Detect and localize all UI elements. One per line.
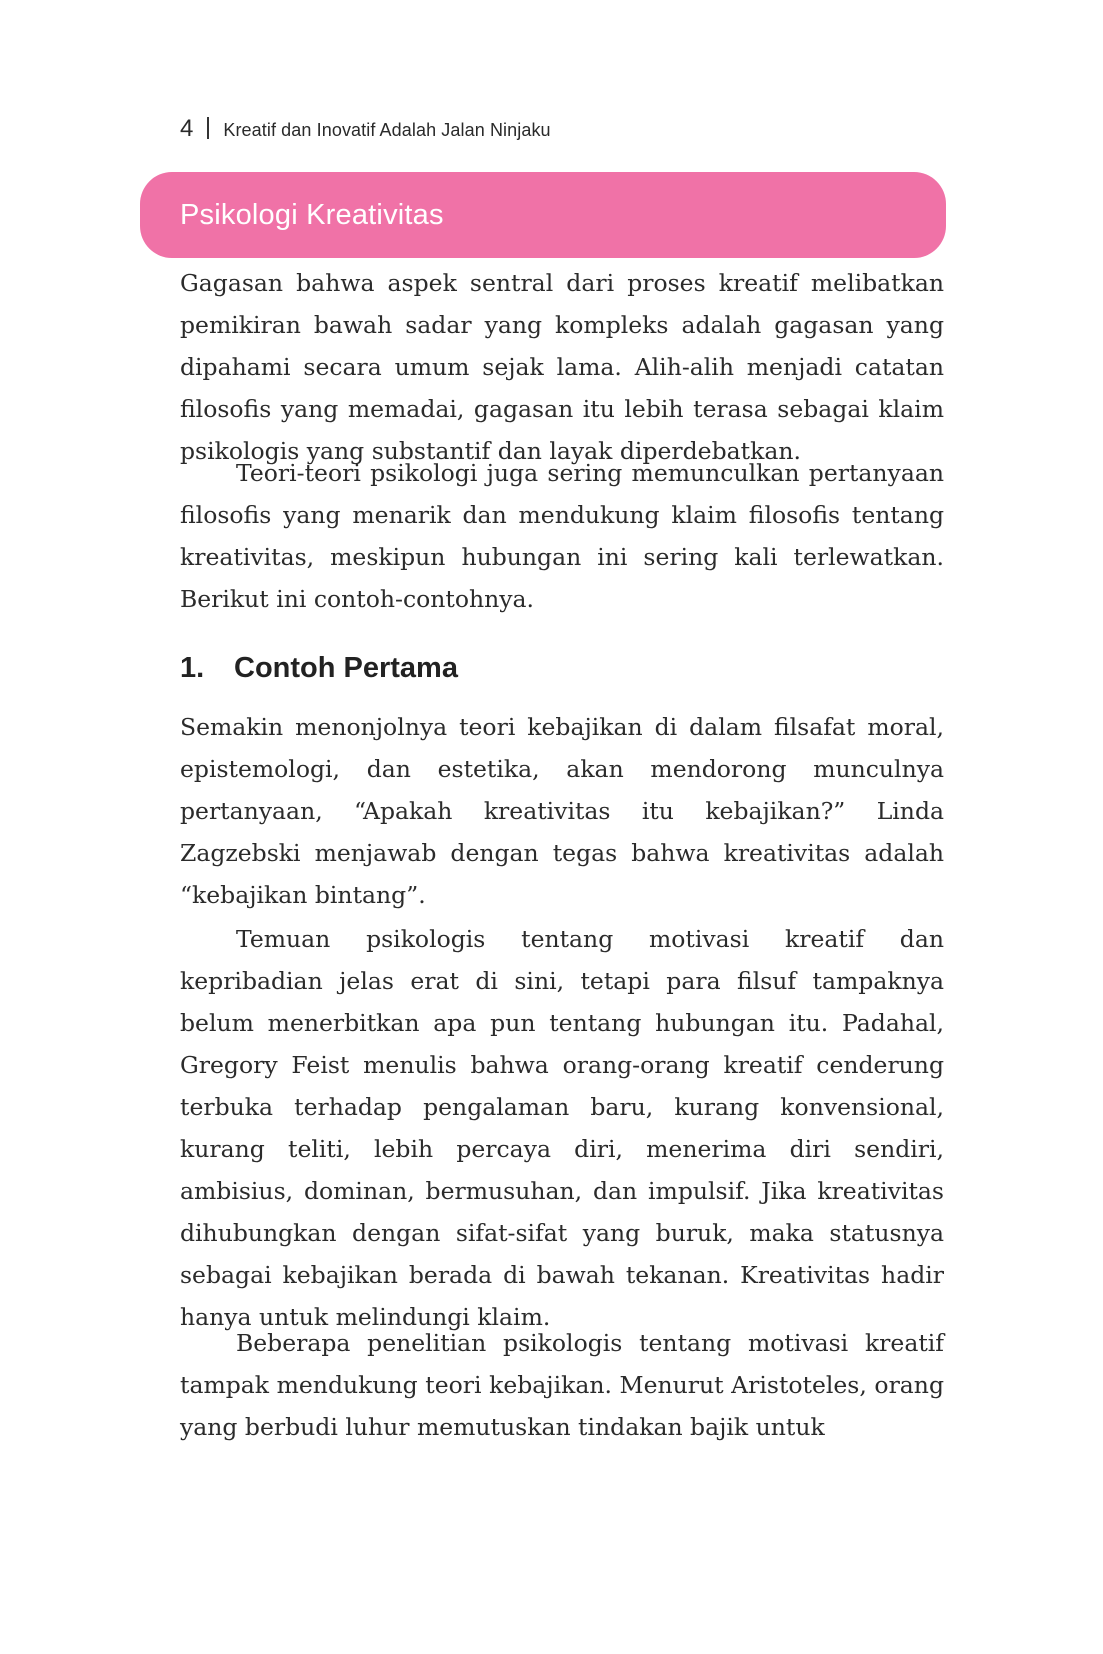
page-number: 4	[180, 115, 194, 142]
subsection-number: 1.	[180, 652, 205, 684]
section-banner	[140, 172, 946, 258]
subsection-title: Contoh Pertama	[234, 652, 458, 684]
paragraph-2: Teori-teori psikologi juga sering memunculkan pertanyaan filosofis yang menarik dan mendukung klaim filosofis tentang kreativitas, meskipun hubungan ini sering kali terlewatkan. Berikut ini contoh-contohnya.	[180, 459, 944, 613]
paragraph-1: Gagasan bahwa aspek sentral dari proses kreatif melibatkan pemikiran bawah sadar yang kompleks adalah gagasan yang dipahami secara umum sejak lama. Alih-alih menjadi catatan filosofis yang memadai, gagasan itu lebih terasa sebagai klaim psikologis yang substantif dan layak diperdebatkan.	[180, 269, 944, 465]
subsection-heading	[180, 652, 458, 685]
paragraph-5: Beberapa penelitian psikologis tentang motivasi kreatif tampak mendukung teori kebajikan. Menurut Aristoteles, orang yang berbudi luhur memutuskan tindakan bajik untuk	[180, 1329, 944, 1441]
running-header	[180, 114, 551, 143]
paragraph-4: Temuan psikologis tentang motivasi kreatif dan kepribadian jelas erat di sini, tetapi para filsuf tampaknya belum menerbitkan apa pun tentang hubungan itu. Padahal, Gregory Feist menulis bahwa orang-orang kreatif cenderung terbuka terhadap pengalaman baru, kurang konvensional, kurang teliti, lebih percaya diri, menerima diri sendiri, ambisius, dominan, bermusuhan, dan impulsif. Jika kreativitas dihubungkan dengan sifat-sifat yang buruk, maka statusnya sebagai kebajikan berada di bawah tekanan. Kreativitas hadir hanya untuk melindungi klaim.	[180, 925, 944, 1331]
section-title: Psikologi Kreativitas	[180, 198, 444, 231]
header-divider	[207, 117, 209, 139]
book-title: Kreatif dan Inovatif Adalah Jalan Ninjaku	[223, 120, 551, 140]
paragraph-3: Semakin menonjolnya teori kebajikan di dalam filsafat moral, epistemologi, dan estetika, akan mendorong munculnya pertanyaan, “Apakah kreativitas itu kebajikan?” Linda Zagzebski menjawab dengan tegas bahwa kreativitas adalah “kebajikan bintang”.	[180, 713, 944, 909]
